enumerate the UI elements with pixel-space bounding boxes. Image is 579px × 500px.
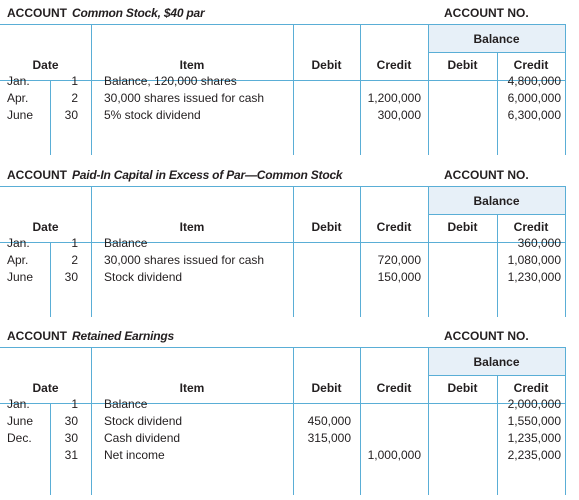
- row-item: 30,000 shares issued for cash: [104, 253, 265, 267]
- row-balance-credit: 1,235,000: [507, 431, 561, 445]
- row-month: June: [7, 414, 34, 428]
- balance-header: Balance: [473, 32, 520, 46]
- row-day: 1: [71, 397, 78, 411]
- credit-header: Credit: [376, 220, 412, 234]
- row-balance-credit: 1,550,000: [507, 414, 561, 428]
- row-balance-credit: 6,300,000: [507, 108, 561, 122]
- row-balance-credit: 1,230,000: [507, 270, 561, 284]
- row-month: Dec.: [7, 431, 32, 445]
- credit-divider: [428, 347, 429, 495]
- row-item: Balance, 120,000 shares: [104, 74, 237, 88]
- row-item: Cash dividend: [104, 431, 181, 445]
- balance-credit-header: Credit: [513, 381, 549, 395]
- row-month: Jan.: [7, 74, 30, 88]
- balance-debit-header: Debit: [447, 220, 478, 234]
- row-balance-credit: 6,000,000: [507, 91, 561, 105]
- account-title: [7, 168, 342, 182]
- debit-header: Debit: [311, 381, 342, 395]
- row-day: 30: [64, 414, 78, 428]
- item-header: Item: [179, 58, 205, 72]
- row-month: Jan.: [7, 397, 30, 411]
- row-month: Apr.: [7, 91, 29, 105]
- date-header: Date: [32, 58, 59, 72]
- ledger-table: [0, 347, 579, 495]
- top-rule: [0, 24, 566, 25]
- row-item: 30,000 shares issued for cash: [104, 91, 265, 105]
- account-title: [7, 6, 205, 20]
- date-divider: [91, 347, 92, 495]
- row-item: Net income: [104, 448, 165, 462]
- account-name: Retained Earnings: [72, 329, 174, 343]
- credit-header: Credit: [376, 381, 412, 395]
- balance-credit-header: Credit: [513, 58, 549, 72]
- date-divider: [91, 24, 92, 155]
- date-header: Date: [32, 381, 59, 395]
- right-border: [565, 24, 566, 155]
- row-day: 1: [71, 236, 78, 250]
- ledger-table: [0, 24, 579, 155]
- date-header: Date: [32, 220, 59, 234]
- row-month: June: [7, 108, 34, 122]
- row-day: 30: [64, 108, 78, 122]
- balance-header: Balance: [473, 194, 520, 208]
- item-header: Item: [179, 381, 205, 395]
- row-day: 30: [64, 270, 78, 284]
- row-balance-credit: 360,000: [517, 236, 561, 250]
- row-debit: 450,000: [307, 414, 351, 428]
- row-balance-credit: 1,080,000: [507, 253, 561, 267]
- debit-header: Debit: [311, 58, 342, 72]
- row-credit: 720,000: [377, 253, 421, 267]
- account-number-label: ACCOUNT NO.: [444, 168, 529, 182]
- row-credit: 1,000,000: [367, 448, 421, 462]
- row-day: 31: [64, 448, 78, 462]
- row-debit: 315,000: [307, 431, 351, 445]
- account-prefix: ACCOUNT: [7, 6, 67, 20]
- account-name: Common Stock, $40 par: [72, 6, 205, 20]
- row-day: 2: [71, 253, 78, 267]
- row-item: Stock dividend: [104, 414, 183, 428]
- row-month: Apr.: [7, 253, 29, 267]
- top-rule: [0, 186, 566, 187]
- account-number-label: ACCOUNT NO.: [444, 6, 529, 20]
- debit-header: Debit: [311, 220, 342, 234]
- row-day: 30: [64, 431, 78, 445]
- account-name: Paid-In Capital in Excess of Par—Common Stock: [72, 168, 343, 182]
- row-month: June: [7, 270, 34, 284]
- account-title: [7, 329, 174, 343]
- row-credit: 150,000: [377, 270, 421, 284]
- row-balance-credit: 2,235,000: [507, 448, 561, 462]
- right-border: [565, 186, 566, 317]
- account-number-label: ACCOUNT NO.: [444, 329, 529, 343]
- right-border: [565, 347, 566, 495]
- row-item: Balance: [104, 236, 148, 250]
- balance-header: Balance: [473, 355, 520, 369]
- debit-divider: [360, 347, 361, 495]
- row-credit: 1,200,000: [367, 91, 421, 105]
- account-prefix: ACCOUNT: [7, 168, 67, 182]
- row-day: 1: [71, 74, 78, 88]
- row-item: Stock dividend: [104, 270, 183, 284]
- date-divider: [91, 186, 92, 317]
- balance-debit-header: Debit: [447, 58, 478, 72]
- item-header: Item: [179, 220, 205, 234]
- row-balance-credit: 4,800,000: [507, 74, 561, 88]
- credit-header: Credit: [376, 58, 412, 72]
- row-credit: 300,000: [377, 108, 421, 122]
- ledger-table: [0, 186, 579, 317]
- balance-debit-header: Debit: [447, 381, 478, 395]
- row-item: 5% stock dividend: [104, 108, 201, 122]
- row-item: Balance: [104, 397, 148, 411]
- account-prefix: ACCOUNT: [7, 329, 67, 343]
- row-day: 2: [71, 91, 78, 105]
- row-balance-credit: 2,000,000: [507, 397, 561, 411]
- top-rule: [0, 347, 566, 348]
- row-month: Jan.: [7, 236, 30, 250]
- balance-credit-header: Credit: [513, 220, 549, 234]
